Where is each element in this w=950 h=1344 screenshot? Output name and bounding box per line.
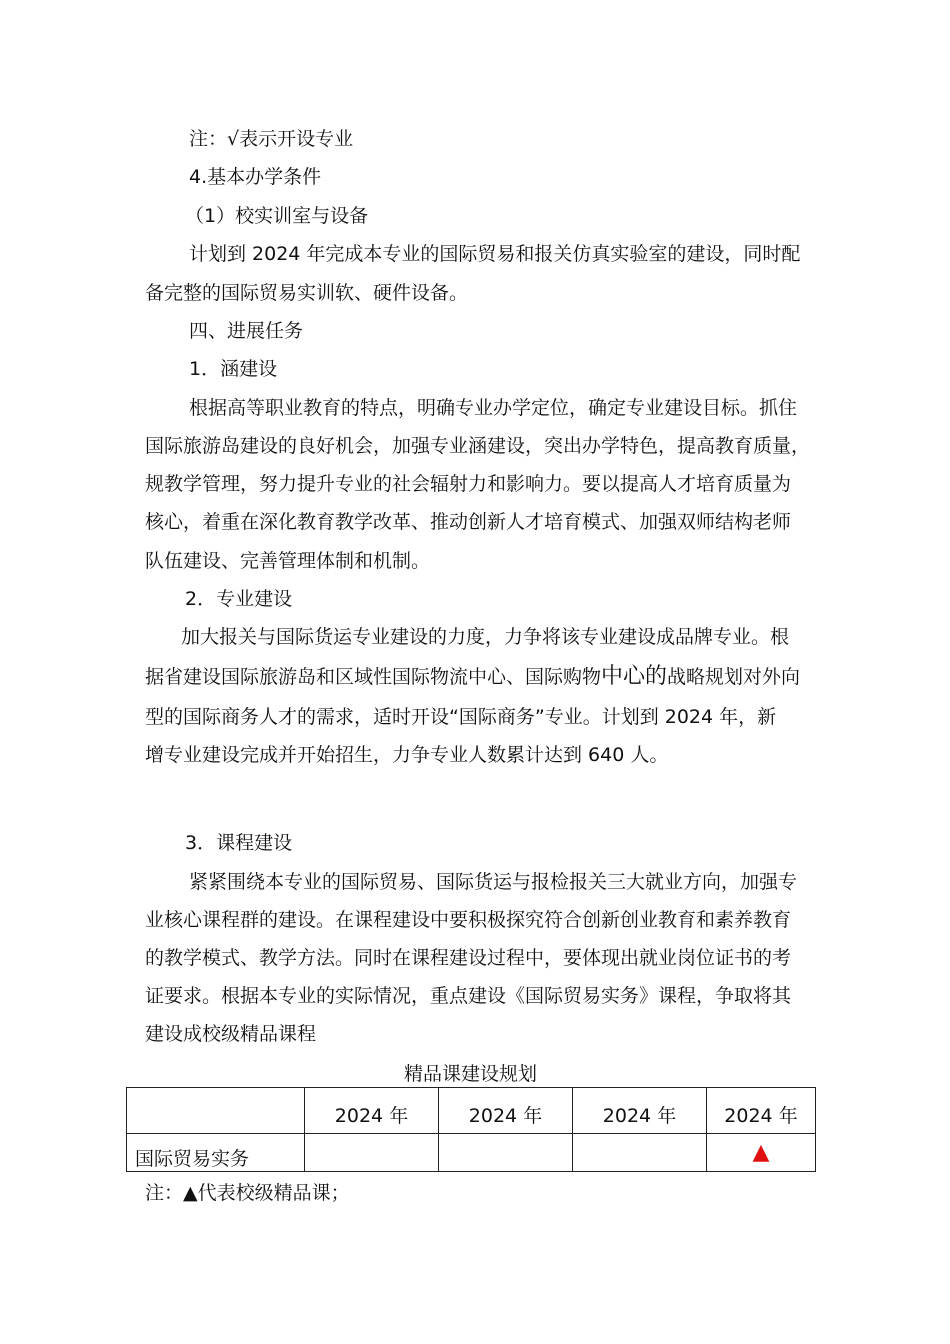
text-span: 据省建设国际旅游岛和区域性国际物流中心、国际购物 (145, 666, 602, 688)
item-heading-connotation: 1．涵建设 (189, 358, 278, 380)
paragraph-line: 型的国际商务人才的需求，适时开设“国际商务”专业。计划到 2024 年，新 (145, 706, 777, 728)
paragraph-line: 加大报关与国际货运专业建设的力度，力争将该专业建设成品牌专业。根 (181, 626, 790, 648)
note-open-majors: 注：√表示开设专业 (189, 128, 354, 150)
paragraph-line: 的教学模式、教学方法。同时在课程建设过程中，要体现出就业岗位证书的考 (145, 947, 792, 969)
table-header-cell: 2024 年 (439, 1088, 573, 1134)
table-header-cell: 2024 年 (305, 1088, 439, 1134)
table-caption: 精品课建设规划 (403, 1063, 537, 1085)
paragraph-line: 国际旅游岛建设的良好机会，加强专业涵建设，突出办学特色，提高教育质量， (145, 435, 811, 457)
text-span: 战略规划对外向 (667, 666, 801, 688)
item-heading-course-construction: 3．课程建设 (185, 832, 293, 854)
paragraph-line: 核心，着重在深化教育教学改革、推动创新人才培育模式、加强双师结构老师 (145, 511, 792, 533)
table-row (127, 1134, 816, 1172)
paragraph-line: 建设成校级精品课程 (145, 1023, 317, 1045)
subheading-training-rooms: （1）校实训室与设备 (185, 205, 369, 227)
course-name-cell: 国际贸易实务 (127, 1134, 305, 1172)
item-heading-major-construction: 2．专业建设 (185, 588, 293, 610)
paragraph-line: 计划到 2024 年完成本专业的国际贸易和报关仿真实验室的建设，同时配 (189, 243, 801, 265)
paragraph-line: 紧紧围绕本专业的国际贸易、国际货运与报检报关三大就业方向，加强专 (189, 871, 798, 893)
table-header-cell (127, 1088, 305, 1134)
table-cell (305, 1134, 439, 1172)
paragraph-line: 业核心课程群的建设。在课程建设中要积极探究符合创新创业教育和素养教育 (145, 909, 792, 931)
table-header-cell: 2024 年 (707, 1088, 816, 1134)
quality-course-plan-table (126, 1087, 816, 1172)
table-cell (439, 1134, 573, 1172)
paragraph-line: 根据高等职业教育的特点，明确专业办学定位，确定专业建设目标。抓住 (189, 397, 798, 419)
paragraph-line: 证要求。根据本专业的实际情况，重点建设《国际贸易实务》课程，争取将其 (145, 985, 792, 1007)
paragraph-line: 队伍建设、完善管理体制和机制。 (145, 550, 431, 572)
paragraph-line: 备完整的国际贸易实训软、硬件设备。 (145, 282, 469, 304)
paragraph-line: 增专业建设完成并开始招生，力争专业人数累计达到 640 人。 (145, 744, 669, 766)
table-cell (573, 1134, 707, 1172)
paragraph-line: 规教学管理，努力提升专业的社会辐射力和影响力。要以提高人才培育质量为 (145, 473, 792, 495)
section-heading-basic-conditions: 4.基本办学条件 (189, 166, 322, 188)
table-header-row (127, 1088, 816, 1134)
text-span-large: 中心的 (601, 664, 668, 689)
paragraph-line (145, 664, 800, 690)
note-quality-course: 注：▲代表校级精品课； (145, 1182, 350, 1204)
table-header-cell: 2024 年 (573, 1088, 707, 1134)
section-heading-progress-tasks: 四、进展任务 (189, 320, 304, 342)
quality-course-triangle-icon: ▲ (707, 1134, 816, 1172)
